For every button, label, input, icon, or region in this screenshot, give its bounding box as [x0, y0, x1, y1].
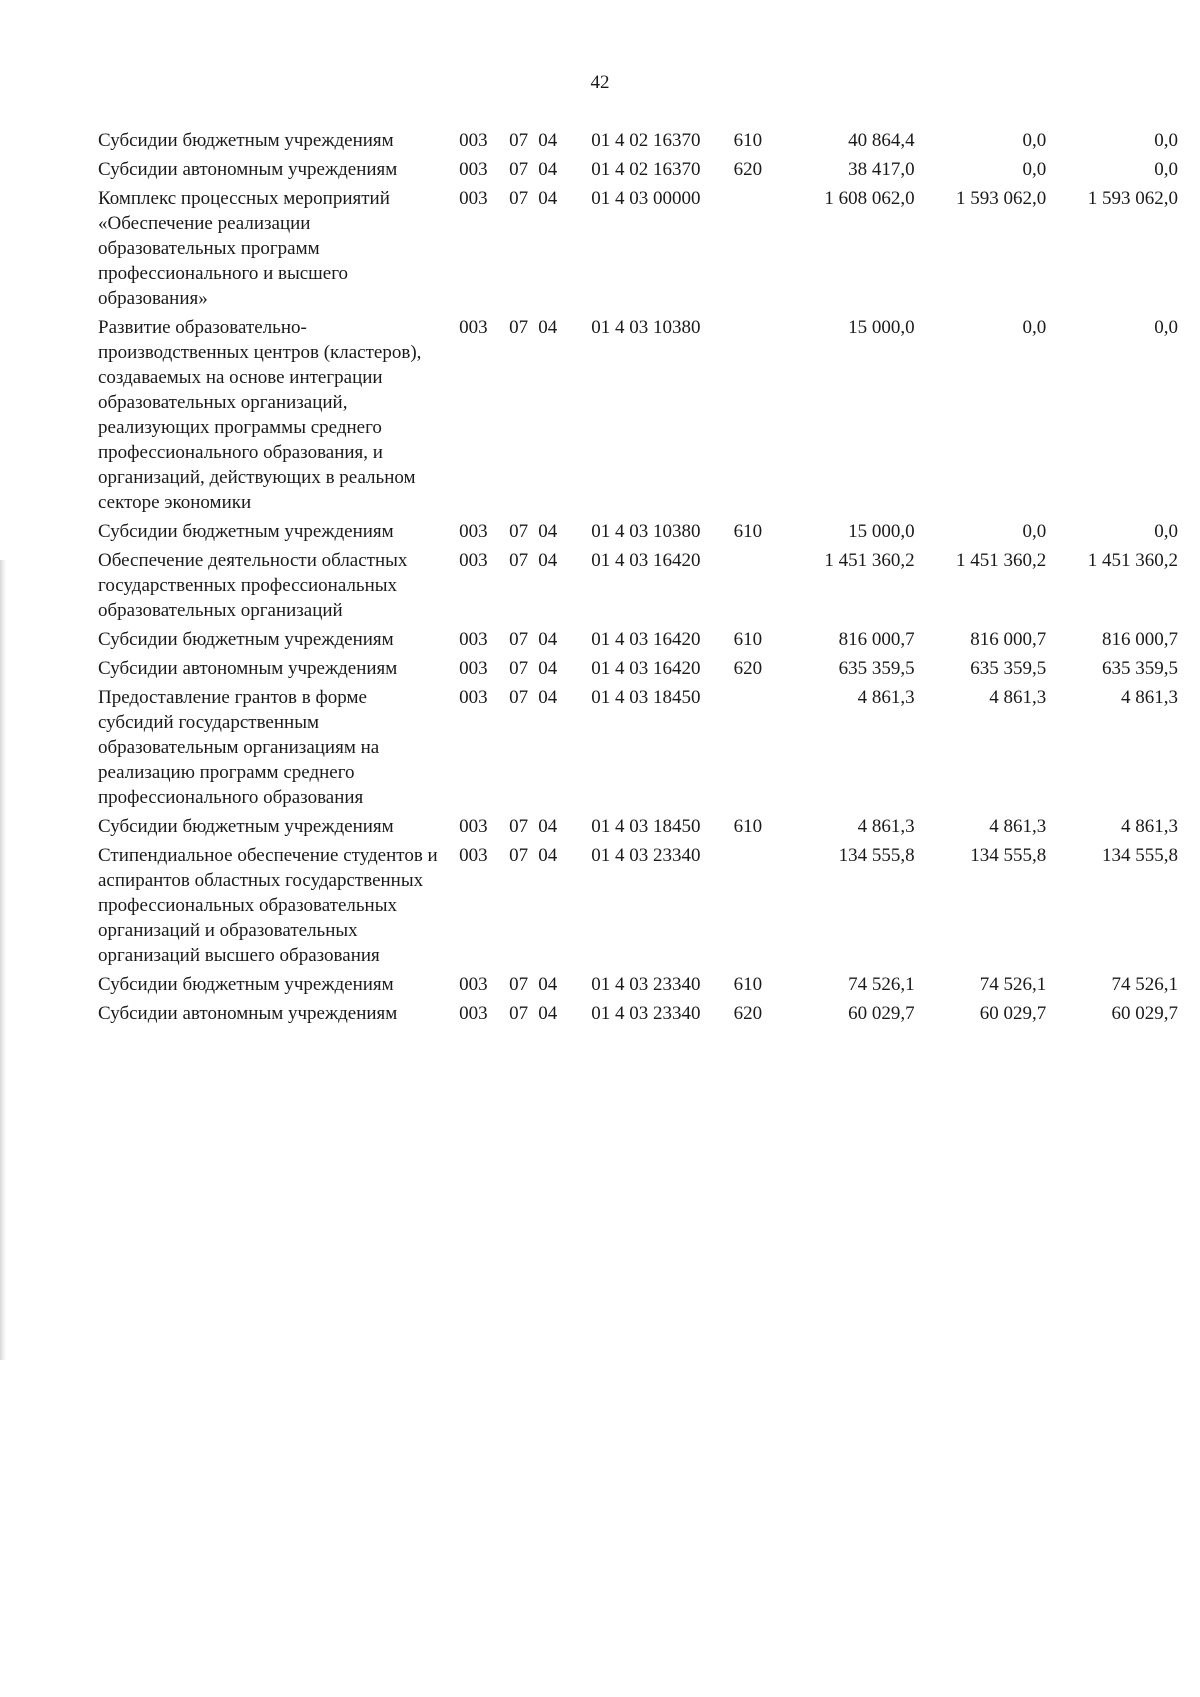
row-amount-2: 74 526,1 [979, 974, 1047, 995]
table-row [98, 814, 1178, 843]
row-vr [734, 186, 783, 315]
row-pr: 04 [538, 658, 558, 679]
table-row [98, 315, 1178, 519]
row-rz: 07 [509, 130, 529, 151]
row-name: Стипендиальное обеспечение студентов и аспирантов областных государственных профессиональных образовательных организаций и образовательных организаций высшего образования [98, 845, 438, 966]
row-amount-2: 4 861,3 [989, 816, 1047, 837]
row-name: Субсидии бюджетным учреждениям [98, 816, 394, 837]
row-csr: 01 4 03 16420 [591, 658, 701, 679]
row-csr: 01 4 03 16420 [591, 550, 701, 571]
row-amount-2: 60 029,7 [979, 1003, 1047, 1024]
row-csr: 01 4 03 10380 [591, 317, 701, 338]
row-vr [734, 843, 783, 972]
row-gr: 003 [459, 845, 488, 866]
row-rz: 07 [509, 317, 529, 338]
row-amount-2: 1 451 360,2 [956, 550, 1047, 571]
row-amount-3: 1 451 360,2 [1087, 550, 1178, 571]
page-number: 42 [590, 72, 610, 93]
row-amount-3: 4 861,3 [1121, 687, 1178, 708]
row-amount-3: 0,0 [1154, 159, 1178, 180]
row-amount-3: 635 359,5 [1102, 658, 1178, 679]
row-amount-1: 1 608 062,0 [824, 188, 915, 209]
row-amount-2: 0,0 [1022, 317, 1047, 338]
table-row [98, 157, 1178, 186]
row-vr [734, 685, 783, 814]
row-name: Развитие образовательно-производственных центров (кластеров), создаваемых на основе интеграции образовательных организаций, реализующих программы среднего профессионального образования, и организаций, действующих в реальном секторе экономики [98, 317, 422, 513]
row-amount-2: 0,0 [1022, 130, 1047, 151]
row-vr: 610 [733, 816, 763, 837]
table-row [98, 627, 1178, 656]
row-amount-1: 134 555,8 [838, 845, 915, 866]
row-rz: 07 [509, 816, 529, 837]
table-row [98, 186, 1178, 315]
budget-table-body [98, 128, 1178, 1030]
row-amount-2: 4 861,3 [989, 687, 1047, 708]
row-amount-1: 60 029,7 [848, 1003, 915, 1024]
row-name: Обеспечение деятельности областных государственных профессиональных образовательных организаций [98, 550, 408, 621]
row-amount-2: 1 593 062,0 [956, 188, 1047, 209]
row-vr: 620 [733, 159, 763, 180]
row-pr: 04 [538, 317, 558, 338]
row-csr: 01 4 03 23340 [591, 974, 701, 995]
row-gr: 003 [459, 550, 488, 571]
row-amount-2: 0,0 [1022, 521, 1047, 542]
row-rz: 07 [509, 658, 529, 679]
row-amount-3: 0,0 [1154, 130, 1178, 151]
table-row [98, 128, 1178, 157]
row-pr: 04 [538, 816, 558, 837]
budget-table [98, 128, 1178, 1030]
row-vr: 620 [733, 1003, 763, 1024]
row-amount-3: 0,0 [1154, 521, 1178, 542]
table-row [98, 656, 1178, 685]
row-pr: 04 [538, 687, 558, 708]
row-vr [734, 548, 783, 627]
row-gr: 003 [459, 1003, 488, 1024]
row-name: Субсидии бюджетным учреждениям [98, 974, 394, 995]
row-amount-3: 1 593 062,0 [1087, 188, 1178, 209]
table-row [98, 519, 1178, 548]
row-pr: 04 [538, 1003, 558, 1024]
row-amount-2: 134 555,8 [970, 845, 1047, 866]
row-rz: 07 [509, 159, 529, 180]
row-name: Субсидии бюджетным учреждениям [98, 130, 394, 151]
row-csr: 01 4 03 18450 [591, 687, 701, 708]
row-amount-2: 635 359,5 [970, 658, 1047, 679]
row-amount-1: 15 000,0 [848, 521, 915, 542]
row-rz: 07 [509, 845, 529, 866]
row-csr: 01 4 03 10380 [591, 521, 701, 542]
row-amount-1: 15 000,0 [848, 317, 915, 338]
row-rz: 07 [509, 550, 529, 571]
row-rz: 07 [509, 974, 529, 995]
row-name: Предоставление грантов в форме субсидий государственным образовательным организациям на реализацию программ среднего профессионального образования [98, 687, 380, 808]
row-rz: 07 [509, 1003, 529, 1024]
row-gr: 003 [459, 159, 488, 180]
row-gr: 003 [459, 317, 488, 338]
row-name: Субсидии автономным учреждениям [98, 658, 398, 679]
row-amount-1: 816 000,7 [838, 629, 915, 650]
row-vr: 610 [733, 974, 763, 995]
row-vr [734, 315, 783, 519]
row-gr: 003 [459, 130, 488, 151]
table-row [98, 1001, 1178, 1030]
row-name: Субсидии автономным учреждениям [98, 1003, 398, 1024]
row-vr: 620 [733, 658, 763, 679]
row-amount-3: 60 029,7 [1111, 1003, 1178, 1024]
row-pr: 04 [538, 550, 558, 571]
row-csr: 01 4 03 23340 [591, 1003, 701, 1024]
row-gr: 003 [459, 816, 488, 837]
row-name: Субсидии автономным учреждениям [98, 159, 398, 180]
row-csr: 01 4 03 16420 [591, 629, 701, 650]
row-amount-2: 0,0 [1022, 159, 1047, 180]
table-row [98, 685, 1178, 814]
table-row [98, 972, 1178, 1001]
row-csr: 01 4 03 23340 [591, 845, 701, 866]
row-csr: 01 4 02 16370 [591, 130, 701, 151]
row-name: Комплекс процессных мероприятий «Обеспечение реализации образовательных программ профессионального и высшего образования» [98, 188, 390, 309]
row-rz: 07 [509, 629, 529, 650]
row-rz: 07 [509, 521, 529, 542]
row-gr: 003 [459, 188, 488, 209]
row-vr: 610 [733, 130, 763, 151]
row-amount-3: 134 555,8 [1102, 845, 1178, 866]
row-csr: 01 4 03 18450 [591, 816, 701, 837]
scan-edge-shadow [0, 560, 6, 1360]
row-amount-3: 4 861,3 [1121, 816, 1178, 837]
row-name: Субсидии бюджетным учреждениям [98, 521, 394, 542]
row-name: Субсидии бюджетным учреждениям [98, 629, 394, 650]
row-amount-3: 74 526,1 [1111, 974, 1178, 995]
row-amount-1: 38 417,0 [848, 159, 915, 180]
row-amount-1: 635 359,5 [838, 658, 915, 679]
row-amount-3: 0,0 [1154, 317, 1178, 338]
row-pr: 04 [538, 521, 558, 542]
row-pr: 04 [538, 974, 558, 995]
row-vr: 610 [733, 521, 763, 542]
row-gr: 003 [459, 687, 488, 708]
row-pr: 04 [538, 188, 558, 209]
row-pr: 04 [538, 845, 558, 866]
row-amount-1: 40 864,4 [848, 130, 915, 151]
row-vr: 610 [733, 629, 763, 650]
row-amount-1: 1 451 360,2 [824, 550, 915, 571]
row-pr: 04 [538, 159, 558, 180]
row-amount-2: 816 000,7 [970, 629, 1047, 650]
row-gr: 003 [459, 629, 488, 650]
row-pr: 04 [538, 130, 558, 151]
row-amount-1: 4 861,3 [857, 816, 915, 837]
row-csr: 01 4 03 00000 [591, 188, 701, 209]
row-rz: 07 [509, 188, 529, 209]
row-amount-3: 816 000,7 [1102, 629, 1178, 650]
row-pr: 04 [538, 629, 558, 650]
table-row [98, 548, 1178, 627]
row-amount-1: 4 861,3 [857, 687, 915, 708]
row-gr: 003 [459, 521, 488, 542]
row-amount-1: 74 526,1 [848, 974, 915, 995]
table-row [98, 843, 1178, 972]
row-gr: 003 [459, 658, 488, 679]
row-rz: 07 [509, 687, 529, 708]
row-gr: 003 [459, 974, 488, 995]
row-csr: 01 4 02 16370 [591, 159, 701, 180]
